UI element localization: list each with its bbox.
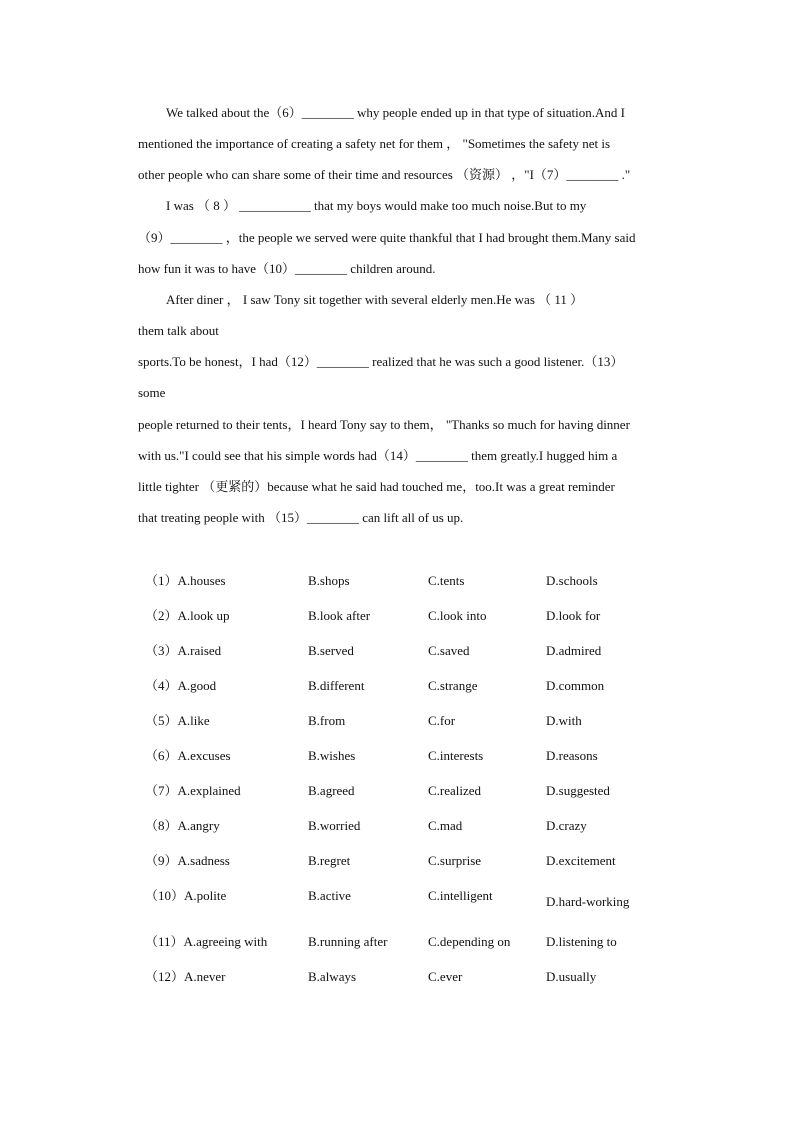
option-d: D.excitement (546, 853, 616, 868)
option-a: （12）A.never (145, 969, 226, 984)
option-d: D.look for (546, 608, 601, 623)
option-a: （1）A.houses (145, 573, 226, 588)
option-c: C.intelligent (428, 888, 493, 903)
option-d: D.admired (546, 643, 602, 658)
option-d: D.crazy (546, 818, 587, 833)
passage-line: some (138, 385, 166, 400)
option-d: D.reasons (546, 748, 598, 763)
passage-line: other people who can share some of their time and resources （资源） ，"I（7）________ ." (138, 167, 631, 182)
option-c: C.surprise (428, 853, 482, 868)
passage-line: them talk about (138, 323, 219, 338)
option-b: B.shops (308, 573, 350, 588)
passage-line: little tighter （更紧的）because what he said had touched me，too.It was a great reminder (138, 479, 615, 494)
option-c: C.interests (428, 748, 484, 763)
option-c: C.ever (428, 969, 463, 984)
option-c: C.saved (428, 643, 470, 658)
passage-line: mentioned the importance of creating a safety net for them ， "Sometimes the safety net is (138, 136, 611, 151)
option-a: （9）A.sadness (145, 853, 230, 868)
option-c: C.tents (428, 573, 465, 588)
option-b: B.look after (308, 608, 371, 623)
passage-line: sports.To be honest，I had（12）________ realized that he was such a good listener.（13） (138, 354, 624, 369)
option-a: （3）A.raised (145, 643, 222, 658)
option-c: C.look into (428, 608, 487, 623)
option-d: D.common (546, 678, 605, 693)
option-d: D.hard-working (546, 894, 630, 909)
option-c: C.depending on (428, 934, 511, 949)
passage-line: that treating people with （15）________ can lift all of us up. (138, 510, 464, 525)
option-a: （5）A.like (145, 713, 210, 728)
option-a: （8）A.angry (145, 818, 220, 833)
option-b: B.regret (308, 853, 351, 868)
passage-line: （9）________ ，the people we served were quite thankful that I had brought them.Many said (138, 230, 636, 245)
option-a: （11）A.agreeing with (145, 934, 268, 949)
passage-line: how fun it was to have（10）________ children around. (138, 261, 436, 276)
option-a: （7）A.explained (145, 783, 241, 798)
passage-line: people returned to their tents，I heard Tony say to them， "Thanks so much for having dinner (138, 417, 630, 432)
passage-line: After diner ， I saw Tony sit together with several elderly men.He was （ 11 ） (166, 292, 584, 307)
option-b: B.served (308, 643, 354, 658)
option-b: B.worried (308, 818, 361, 833)
option-d: D.usually (546, 969, 597, 984)
option-a: （6）A.excuses (145, 748, 231, 763)
option-b: B.running after (308, 934, 388, 949)
option-a: （10）A.polite (145, 888, 227, 903)
passage-line: with us."I could see that his simple words had（14）________ them greatly.I hugged him a (138, 448, 618, 463)
option-a: （4）A.good (145, 678, 217, 693)
option-b: B.active (308, 888, 351, 903)
option-b: B.always (308, 969, 357, 984)
option-b: B.from (308, 713, 346, 728)
option-c: C.for (428, 713, 456, 728)
option-c: C.realized (428, 783, 482, 798)
option-d: D.with (546, 713, 582, 728)
option-b: B.agreed (308, 783, 355, 798)
option-d: D.listening to (546, 934, 617, 949)
option-c: C.strange (428, 678, 478, 693)
option-d: D.schools (546, 573, 598, 588)
option-c: C.mad (428, 818, 463, 833)
option-d: D.suggested (546, 783, 610, 798)
passage-line: We talked about the（6）________ why people ended up in that type of situation.And I (166, 105, 625, 120)
option-b: B.wishes (308, 748, 356, 763)
option-b: B.different (308, 678, 365, 693)
passage-line: I was （ 8 ） ___________ that my boys would make too much noise.But to my (166, 198, 587, 213)
option-a: （2）A.look up (145, 608, 230, 623)
